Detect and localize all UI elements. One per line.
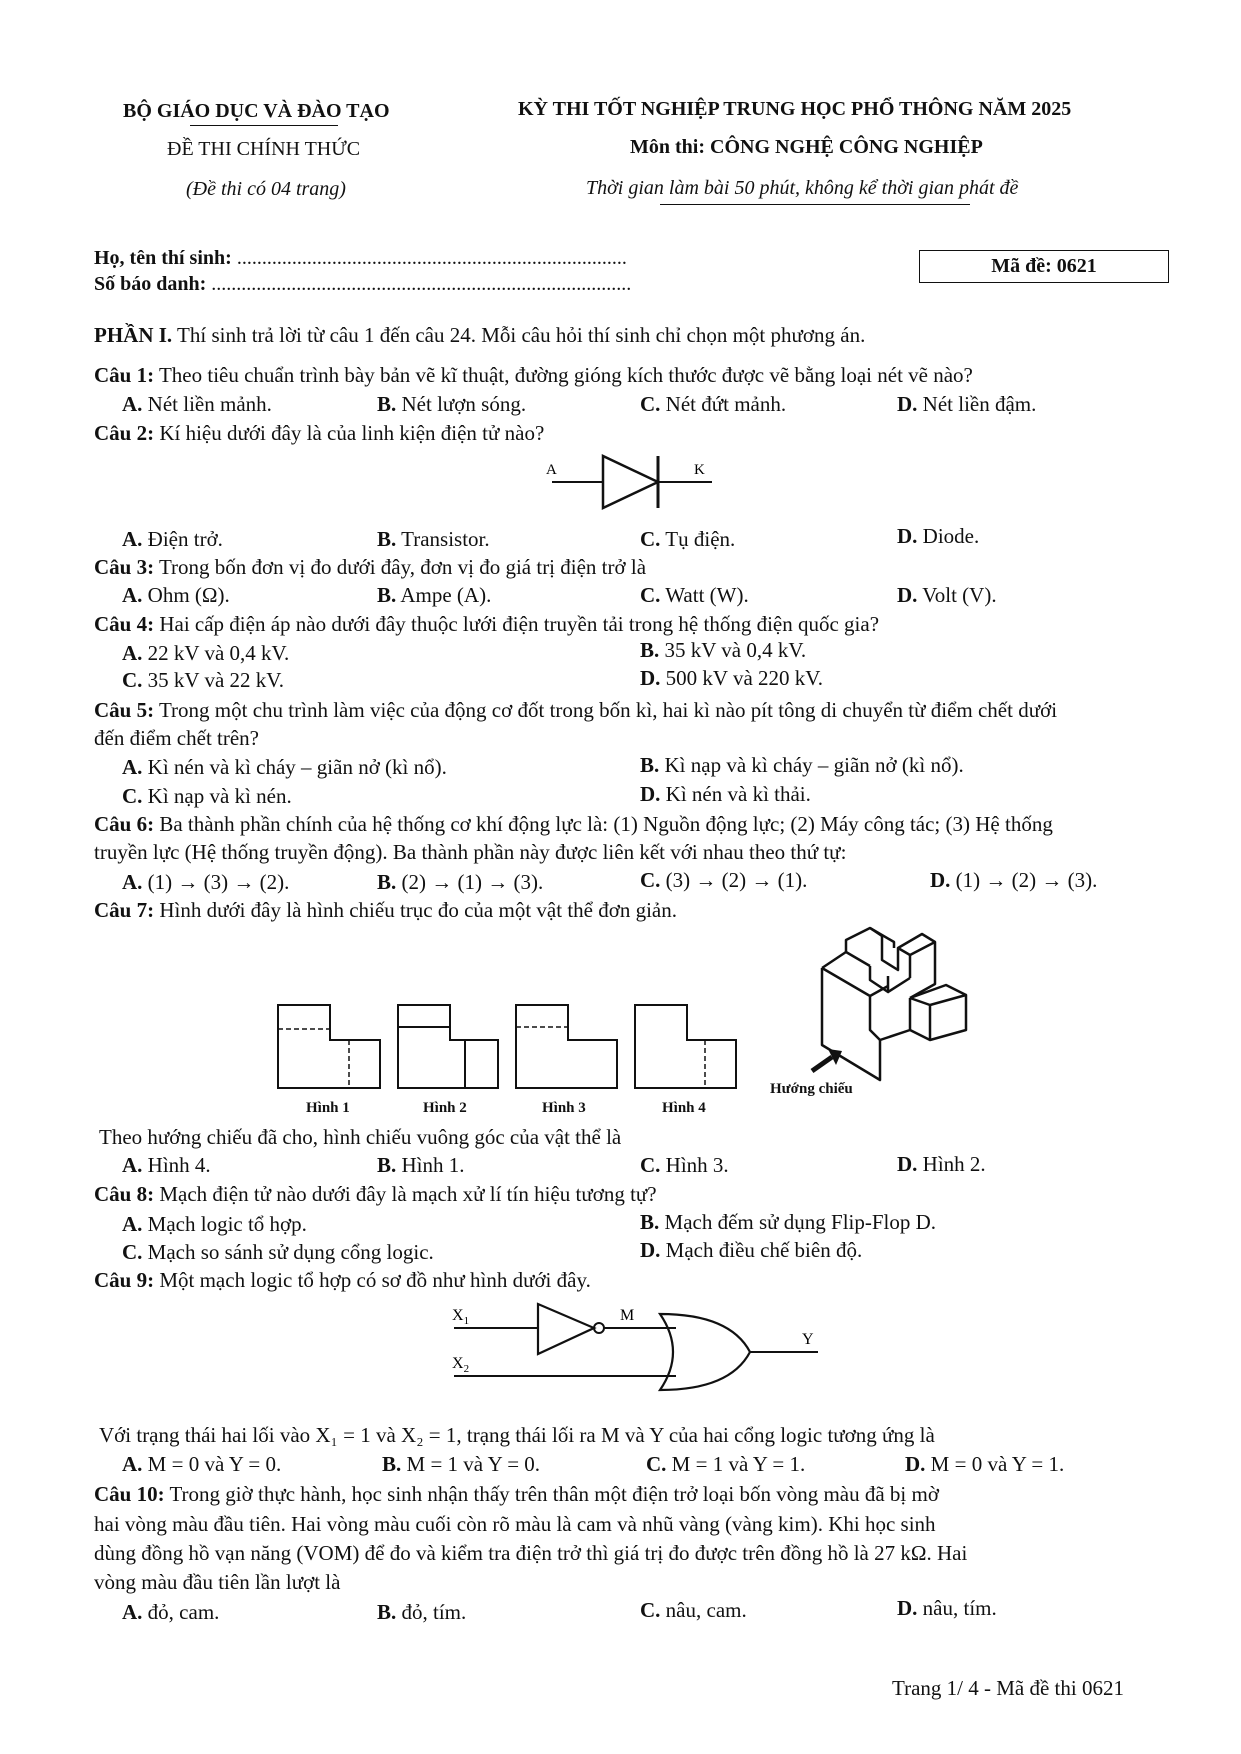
q7-option-c[interactable]: C. Hình 3. (640, 1153, 729, 1177)
svg-text:X1: $X_1$ (452, 1307, 470, 1327)
diode-triangle (603, 456, 658, 508)
part1-text: Thí sinh trả lời từ câu 1 đến câu 24. Mỗi câu hỏi thí sinh chỉ chọn một phương án. (172, 323, 866, 347)
question-6 (94, 812, 1053, 837)
question-8 (94, 1182, 657, 1207)
question-text: Hai cấp điện áp nào dưới đây thuộc lưới điện truyền tải trong hệ thống điện quốc gia? (154, 612, 880, 636)
q8-option-a[interactable]: A. Mạch logic tổ hợp. (122, 1212, 307, 1236)
view-caption-1: Hình 1 (306, 1100, 350, 1116)
question-10-line4: vòng màu đầu tiên lần lượt là (94, 1570, 341, 1594)
candidate-name-label: Họ, tên thí sinh: (94, 247, 232, 269)
q4-option-d[interactable]: D. 500 kV và 220 kV. (640, 666, 823, 690)
part1-heading (94, 323, 865, 348)
candidate-id-row (94, 273, 631, 296)
q6-option-c[interactable]: C. (3) → (2) → (1). (640, 868, 808, 892)
q7-option-d[interactable]: D. Hình 2. (897, 1152, 986, 1176)
question-10-line2: hai vòng màu đầu tiên. Hai vòng màu cuối còn rõ màu là cam và nhũ vàng (vàng kim). Khi học sinh (94, 1512, 936, 1536)
q8-option-d[interactable]: D. Mạch điều chế biên độ. (640, 1238, 863, 1262)
projection-direction-label: Hướng chiếu (770, 1081, 853, 1097)
q5-option-a[interactable]: A. Kì nén và kì cháy – giãn nở (kì nổ). (122, 755, 447, 779)
view-3 (516, 1005, 617, 1088)
not-gate (538, 1304, 594, 1354)
question-label: Câu 6: (94, 812, 155, 836)
x1-label: X (452, 1307, 464, 1324)
question-label: Câu 3: (94, 555, 155, 579)
exam-title: KỲ THI TỐT NGHIỆP TRUNG HỌC PHỔ THÔNG NĂM 2025 (518, 98, 1072, 120)
q6-option-b[interactable]: B. (2) → (1) → (3). (377, 870, 544, 894)
view-caption-2: Hình 2 (423, 1100, 467, 1116)
q9-option-a[interactable]: A. M = 0 và Y = 0. (122, 1452, 282, 1476)
question-text: Mạch điện tử nào dưới đây là mạch xử lí tín hiệu tương tự? (154, 1182, 657, 1206)
question-10-line3: dùng đồng hồ vạn năng (VOM) để đo và kiểm tra điện trở thì giá trị đo được trên đồng hồ là 27 kΩ. Hai (94, 1541, 968, 1565)
question-label: Câu 10: (94, 1482, 165, 1506)
time-note: Thời gian làm bài 50 phút, không kể thời gian phát đề (586, 177, 1019, 199)
q9-option-c[interactable]: C. M = 1 và Y = 1. (646, 1452, 806, 1476)
q10-option-b[interactable]: B. đỏ, tím. (377, 1600, 467, 1624)
q10-option-a[interactable]: A. đỏ, cam. (122, 1600, 220, 1624)
q8-option-c[interactable]: C. Mạch so sánh sử dụng cổng logic. (122, 1240, 434, 1264)
question-6-line2: truyền lực (Hệ thống truyền động). Ba thành phần này được liên kết với nhau theo thứ tự: (94, 840, 847, 864)
question-1 (94, 363, 973, 388)
q6-option-d[interactable]: D. (1) → (2) → (3). (930, 868, 1098, 892)
view-1 (278, 1005, 380, 1088)
q3-option-b[interactable]: B. Ampe (A). (377, 583, 492, 607)
question-label: Câu 9: (94, 1268, 155, 1292)
q10-option-d[interactable]: D. nâu, tím. (897, 1596, 997, 1620)
x2-label: X (452, 1355, 464, 1372)
exam-code-box: Mã đề: 0621 (919, 250, 1169, 283)
question-text: Theo tiêu chuẩn trình bày bản vẽ kĩ thuật, đường gióng kích thước được vẽ bằng loại nét vẽ nào? (154, 363, 973, 387)
question-10 (94, 1482, 939, 1507)
subject-label: Môn thi: CÔNG NGHỆ CÔNG NGHIỆP (630, 136, 983, 158)
q7-option-a[interactable]: A. Hình 4. (122, 1153, 211, 1177)
q4-option-a[interactable]: A. 22 kV và 0,4 kV. (122, 641, 290, 665)
pages-note: (Đề thi có 04 trang) (186, 178, 346, 200)
diode-anode-label: A (546, 462, 557, 478)
q5-option-d[interactable]: D. Kì nén và kì thải. (640, 782, 811, 806)
question-7-stem: Theo hướng chiếu đã cho, hình chiếu vuông góc của vật thể là (99, 1125, 622, 1149)
projection-views (270, 1000, 750, 1100)
q9-option-b[interactable]: B. M = 1 và Y = 0. (382, 1452, 541, 1476)
candidate-name-field[interactable]: .............................................................................. (236, 247, 627, 269)
q1-option-b[interactable]: B. Nét lượn sóng. (377, 392, 527, 416)
q4-option-b[interactable]: B. 35 kV và 0,4 kV. (640, 638, 807, 662)
q4-option-c[interactable]: C. 35 kV và 22 kV. (122, 668, 284, 692)
q1-option-a[interactable]: A. Nét liền mảnh. (122, 392, 272, 416)
candidate-name-row (94, 247, 627, 270)
question-label: Câu 4: (94, 612, 155, 636)
question-label: Câu 8: (94, 1182, 155, 1206)
question-9-stem: Với trạng thái hai lối vào X₁ = 1 và X₂ = 1, trạng thái lối ra M và Y của hai cổng logic tương ứng là (99, 1423, 935, 1447)
q1-option-d[interactable]: D. Nét liền đậm. (897, 392, 1037, 416)
diode-cathode-label: K (694, 462, 705, 478)
view-2 (398, 1005, 498, 1088)
q3-option-a[interactable]: A. Ohm (Ω). (122, 583, 230, 607)
q2-option-a[interactable]: A. Điện trở. (122, 527, 223, 551)
view-caption-3: Hình 3 (542, 1100, 586, 1116)
q9-option-d[interactable]: D. M = 0 và Y = 1. (905, 1452, 1065, 1476)
q6-option-a[interactable]: A. (1) → (3) → (2). (122, 870, 290, 894)
page-footer: Trang 1/ 4 - Mã đề thi 0621 (892, 1676, 1124, 1700)
view-caption-4: Hình 4 (662, 1100, 706, 1116)
q7-option-b[interactable]: B. Hình 1. (377, 1153, 465, 1177)
question-3 (94, 555, 646, 580)
q2-option-d[interactable]: D. Diode. (897, 524, 980, 548)
question-4 (94, 612, 879, 637)
ministry-title: BỘ GIÁO DỤC VÀ ĐÀO TẠO (123, 100, 390, 122)
time-underline (660, 204, 970, 205)
question-label: Câu 7: (94, 898, 155, 922)
question-9 (94, 1268, 591, 1293)
q10-option-c[interactable]: C. nâu, cam. (640, 1598, 747, 1622)
q2-option-b[interactable]: B. Transistor. (377, 527, 490, 551)
q2-option-c[interactable]: C. Tụ điện. (640, 527, 736, 551)
part1-label: PHẦN I. (94, 323, 173, 347)
q1-option-c[interactable]: C. Nét đứt mảnh. (640, 392, 787, 416)
question-text: Kí hiệu dưới đây là của linh kiện điện tử nào? (154, 421, 545, 445)
ministry-underline (190, 125, 338, 126)
view-4 (635, 1005, 736, 1088)
q3-option-d[interactable]: D. Volt (V). (897, 583, 997, 607)
logic-circuit (450, 1300, 830, 1410)
question-label: Câu 2: (94, 421, 155, 445)
isometric-object (770, 920, 990, 1080)
candidate-id-field[interactable]: .................................................................................... (211, 273, 632, 295)
question-5 (94, 698, 1057, 723)
question-7 (94, 898, 677, 923)
q8-option-b[interactable]: B. Mạch đếm sử dụng Flip-Flop D. (640, 1210, 937, 1234)
question-text: Trong một chu trình làm việc của động cơ đốt trong bốn kì, hai kì nào pít tông di chuyển từ điểm chết dưới (154, 698, 1058, 722)
candidate-id-label: Số báo danh: (94, 273, 207, 295)
or-gate (660, 1314, 750, 1390)
question-label: Câu 1: (94, 363, 155, 387)
q5-option-b[interactable]: B. Kì nạp và kì cháy – giãn nở (kì nổ). (640, 753, 964, 777)
m-label: M (620, 1307, 635, 1324)
svg-text:X2: $X_2$ (452, 1355, 470, 1375)
q3-option-c[interactable]: C. Watt (W). (640, 583, 749, 607)
question-text: Ba thành phần chính của hệ thống cơ khí động lực là: (1) Nguồn động lực; (2) Máy công tác; (3) Hệ thống (154, 812, 1053, 836)
question-text: Hình dưới đây là hình chiếu trục đo của một vật thể đơn giản. (154, 898, 677, 922)
q5-option-c[interactable]: C. Kì nạp và kì nén. (122, 784, 292, 808)
question-text: Một mạch logic tổ hợp có sơ đồ như hình dưới đây. (154, 1268, 591, 1292)
y-label: Y (802, 1331, 814, 1348)
diode-symbol (540, 448, 720, 518)
official-label: ĐỀ THI CHÍNH THỨC (167, 138, 361, 160)
question-label: Câu 5: (94, 698, 155, 722)
question-text: Trong giờ thực hành, học sinh nhận thấy trên thân một điện trở loại bốn vòng màu đã bị mờ (164, 1482, 939, 1506)
question-2 (94, 421, 544, 446)
question-text: Trong bốn đơn vị đo dưới đây, đơn vị đo giá trị điện trở là (154, 555, 647, 579)
direction-arrow-icon (808, 1045, 848, 1075)
question-5-line2: đến điểm chết trên? (94, 726, 260, 750)
